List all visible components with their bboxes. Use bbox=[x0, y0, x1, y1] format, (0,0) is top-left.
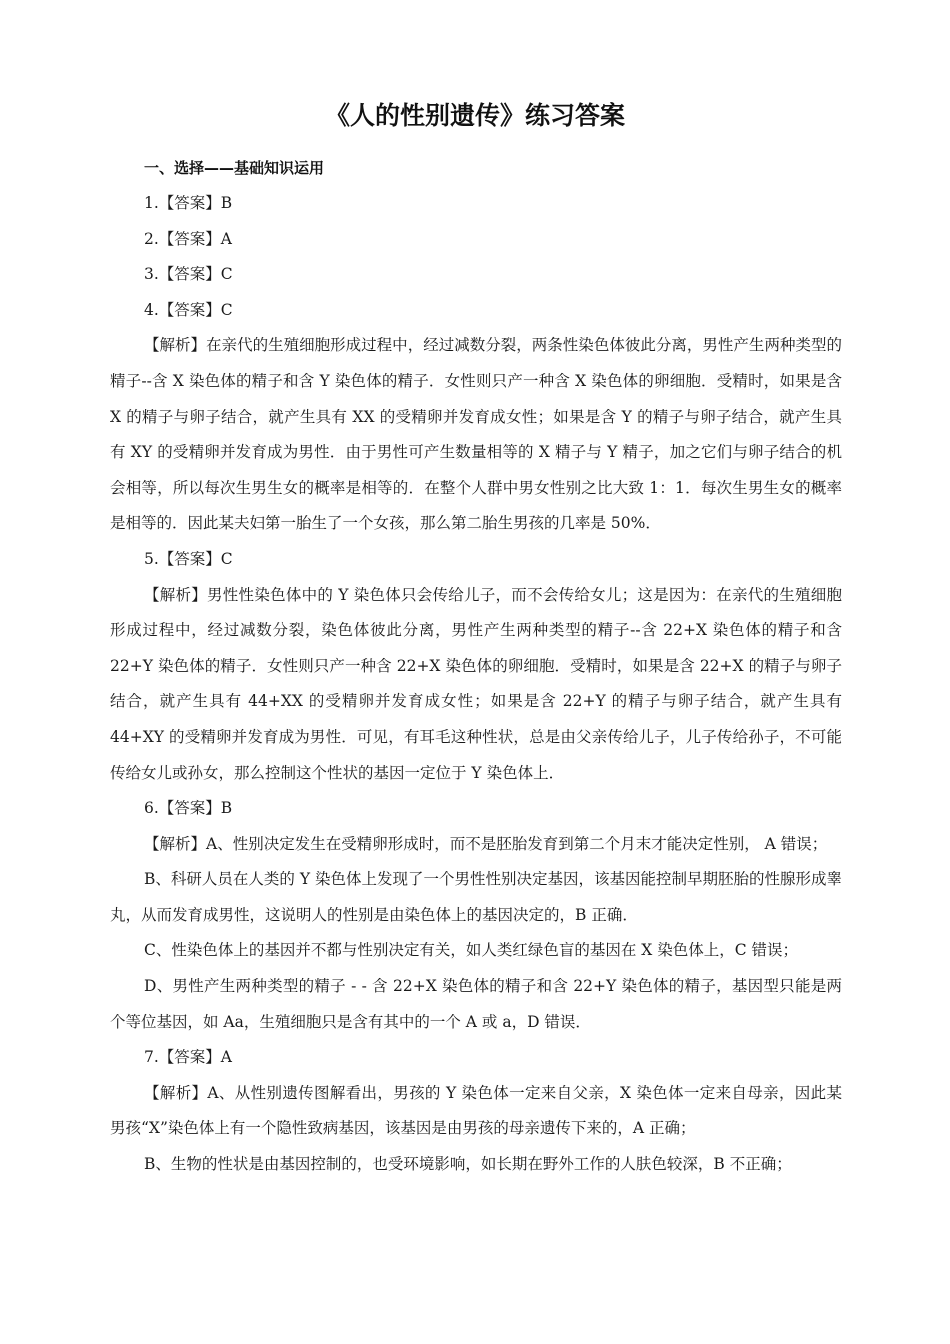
explanation-paragraph: D、男性产生两种类型的精子 - - 含 22+X 染色体的精子和含 22+Y 染色体的精子，基因型只能是两个等位基因，如 Aa，生殖细胞只是含有其中的一个 A 或 a，D 错误． bbox=[110, 977, 842, 1031]
explanation-paragraph: B、生物的性状是由基因控制的，也受环境影响，如长期在野外工作的人肤色较深，B 不正确； bbox=[144, 1155, 792, 1174]
answer-line: 6.【答案】B bbox=[144, 799, 233, 818]
answer-body bbox=[110, 186, 842, 1183]
answer-line: 4.【答案】C bbox=[144, 300, 233, 319]
page-title: 《人的性别遗传》练习答案 bbox=[324, 101, 625, 130]
explanation-paragraph: 【解析】A、性别决定发生在受精卵形成时，而不是胚胎发育到第二个月末才能决定性别， A 错误； bbox=[144, 834, 828, 853]
answer-line: 1.【答案】B bbox=[144, 194, 233, 212]
explanation-paragraph: 【解析】A、从性别遗传图解看出，男孩的 Y 染色体一定来自父亲，X 染色体一定来自母亲，因此某男孩“X”染色体上有一个隐性致病基因，该基因是由男孩的母亲遗传下来的，A 正确； bbox=[110, 1083, 842, 1138]
explanation-paragraph: C、性染色体上的基因并不都与性别决定有关，如人类红绿色盲的基因在 X 染色体上，C 错误； bbox=[144, 941, 799, 960]
explanation-paragraph: 【解析】在亲代的生殖细胞形成过程中，经过减数分裂，两条性染色体彼此分离，男性产生两种类型的精子--含 X 染色体的精子和含 Y 染色体的精子．女性则只产一种含 X 染色体的卵细胞．受精时，如果是含 X 的精子与卵子结合，就产生具有 XX 的受精卵并发育成女性；如果是含 Y 的精子与卵子结合，就产生具有 XY 的受精卵并发育成为男性．由于男性可产生数量相等的 X 精子与 Y 精子，加之它们与卵子结合的机会相等，所以每次生男生女的概率是相等的．在整个人群中男女性别之比大致 1：1．每次生男生女的概率是相等的．因此某夫妇第一胎生了一个女孩，那么第二胎生男孩的几率是 50%． bbox=[110, 336, 842, 533]
answer-line: 5.【答案】C bbox=[144, 549, 233, 568]
answer-line: 7.【答案】A bbox=[144, 1048, 232, 1067]
explanation-paragraph: 【解析】男性性染色体中的 Y 染色体只会传给儿子，而不会传给女儿；这是因为：在亲代的生殖细胞形成过程中，经过减数分裂，染色体彼此分离，男性产生两种类型的精子--含 22+X 染色体的精子和含 22+Y 染色体的精子．女性则只产一种含 22+X 染色体的卵细胞．受精时，如果是含 22+X 的精子与卵子结合，就产生具有 44+XX 的受精卵并发育成女性；如果是含 22+Y 的精子与卵子结合，就产生具有 44+XY 的受精卵并发育成为男性．可见，有耳毛这种性状，总是由父亲传给儿子，儿子传给孙子，不可能传给女儿或孙女，那么控制这个性状的基因一定位于 Y 染色体上． bbox=[110, 585, 842, 782]
answer-line: 2.【答案】A bbox=[144, 229, 232, 248]
answer-line: 3.【答案】C bbox=[144, 265, 233, 284]
section-heading: 一、选择——基础知识运用 bbox=[144, 159, 325, 177]
explanation-paragraph: B、科研人员在人类的 Y 染色体上发现了一个男性性别决定基因，该基因能控制早期胚胎的性腺形成睾丸，从而发育成男性，这说明人的性别是由染色体上的基因决定的，B 正确． bbox=[110, 870, 842, 924]
